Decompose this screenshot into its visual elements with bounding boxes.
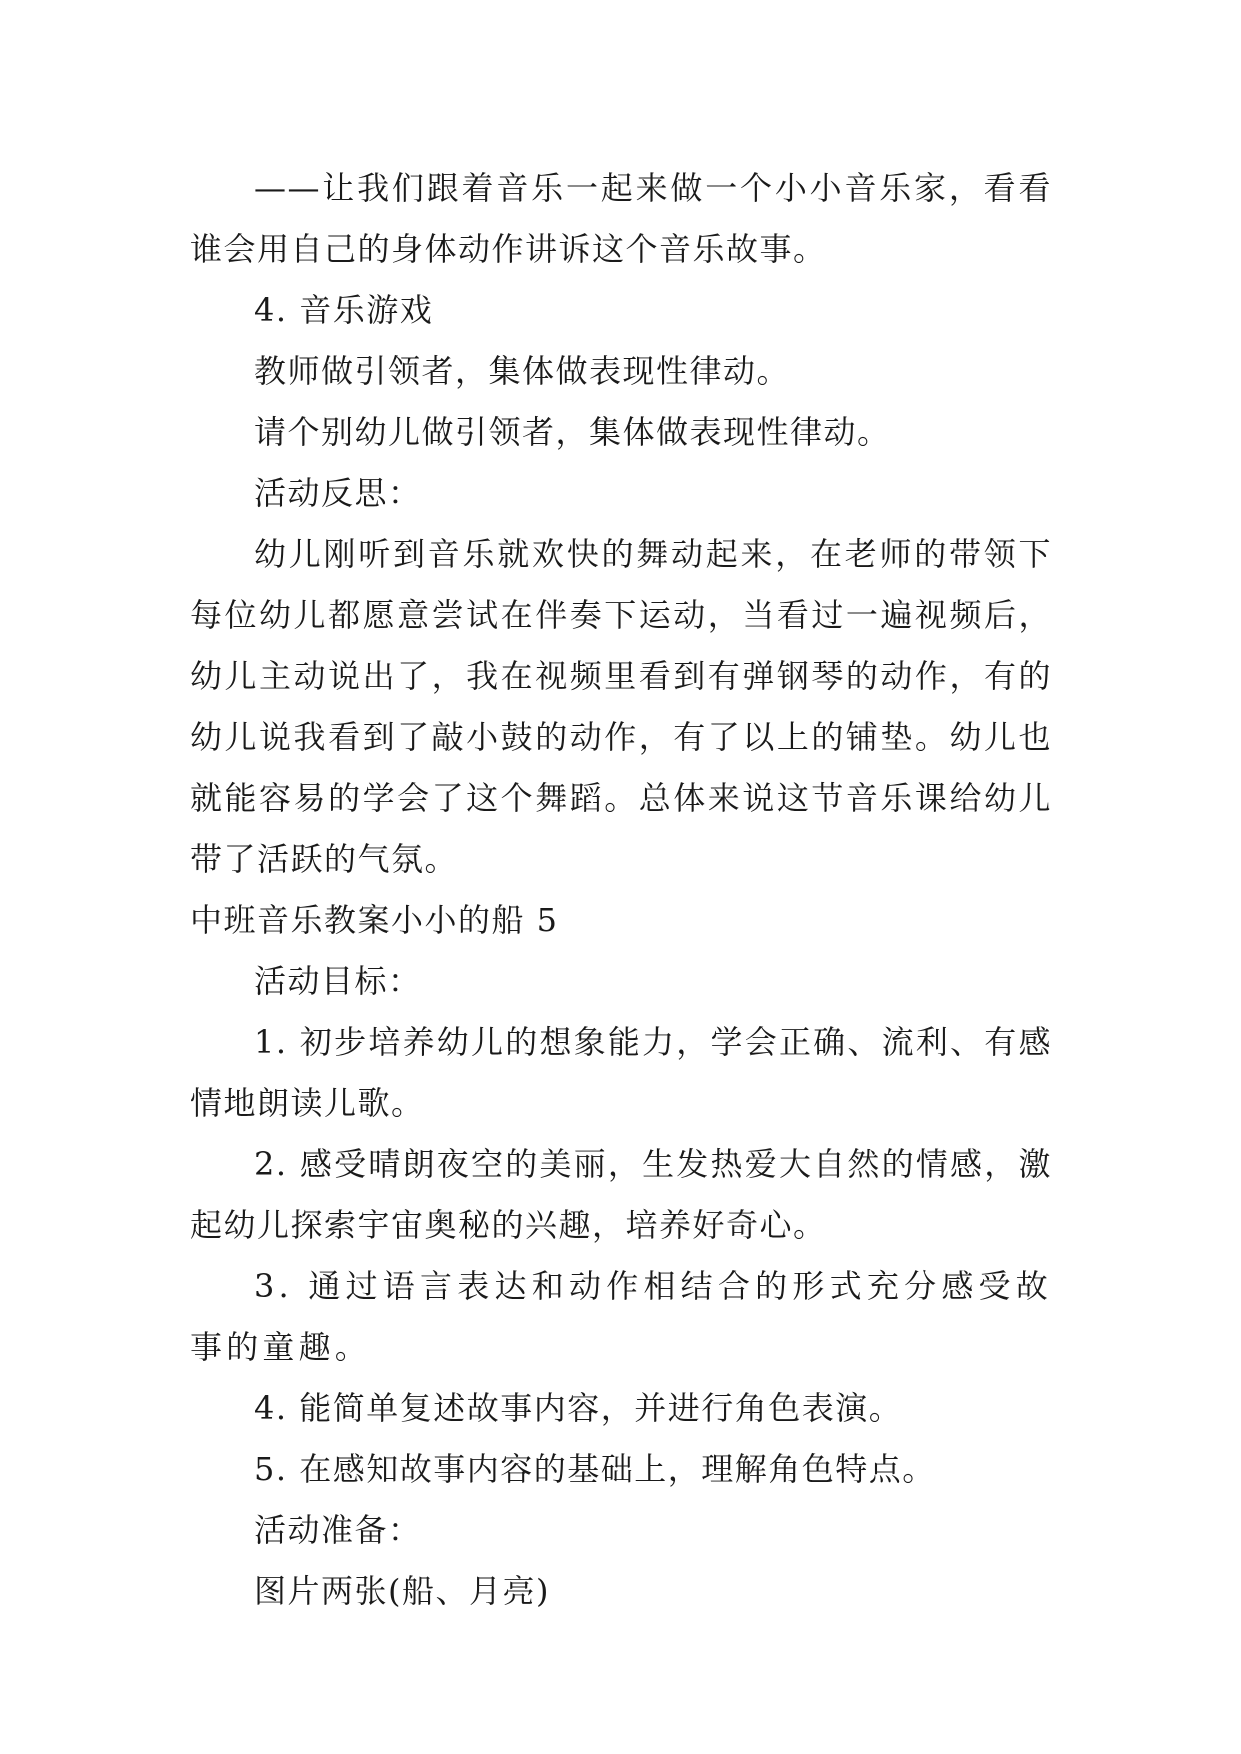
document-page — [190, 158, 1052, 1622]
paragraph-goals-heading: 活动目标： — [254, 962, 422, 1000]
paragraph-child-lead: 请个别幼儿做引领者，集体做表现性律动。 — [254, 413, 891, 451]
section-title: 中班音乐教案小小的船 5 — [190, 901, 559, 939]
paragraph-goal-2: 2. 感受晴朗夜空的美丽，生发热爱大自然的情感，激起幼儿探索宇宙奥秘的兴趣，培养好奇心。 — [190, 1145, 1052, 1244]
paragraph-music-game: 4. 音乐游戏 — [254, 291, 434, 329]
paragraph-goal-1: 1. 初步培养幼儿的想象能力，学会正确、流利、有感情地朗读儿歌。 — [190, 1023, 1052, 1122]
paragraph-prep-heading: 活动准备： — [254, 1511, 422, 1549]
paragraph-goal-3: 3. 通过语言表达和动作相结合的形式充分感受故事的童趣。 — [190, 1267, 1052, 1366]
paragraph-reflection-heading: 活动反思： — [254, 474, 422, 512]
paragraph-intro: ——让我们跟着音乐一起来做一个小小音乐家，看看谁会用自己的身体动作讲诉这个音乐故事。 — [190, 169, 1052, 268]
paragraph-prep-pictures: 图片两张(船、月亮) — [254, 1572, 550, 1610]
paragraph-goal-4: 4. 能简单复述故事内容，并进行角色表演。 — [254, 1389, 903, 1427]
paragraph-goal-5: 5. 在感知故事内容的基础上，理解角色特点。 — [254, 1450, 936, 1488]
paragraph-reflection: 幼儿刚听到音乐就欢快的舞动起来，在老师的带领下每位幼儿都愿意尝试在伴奏下运动，当看过一遍视频后，幼儿主动说出了，我在视频里看到有弹钢琴的动作，有的幼儿说我看到了敲小鼓的动作，有了以上的铺垫。幼儿也就能容易的学会了这个舞蹈。总体来说这节音乐课给幼儿带了活跃的气氛。 — [190, 535, 1052, 878]
paragraph-teacher-lead: 教师做引领者，集体做表现性律动。 — [254, 352, 791, 390]
